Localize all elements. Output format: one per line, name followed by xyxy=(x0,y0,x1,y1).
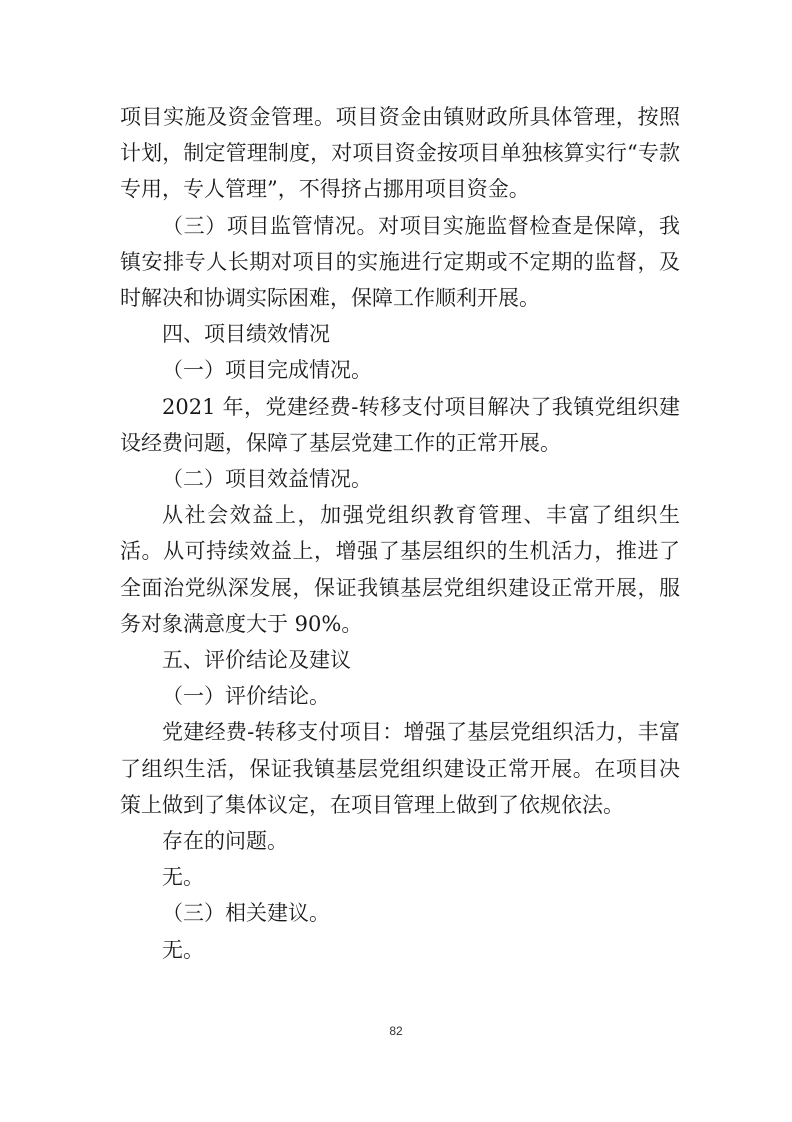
body-text xyxy=(120,99,680,968)
heading-conclusion-suggestions: 五、评价结论及建议 xyxy=(162,648,351,673)
heading-performance: 四、项目绩效情况 xyxy=(162,322,330,347)
heading-benefits: （二）项目效益情况。 xyxy=(162,467,372,492)
heading-completion: （一）项目完成情况。 xyxy=(162,358,372,383)
heading-suggestions: （三）相关建议。 xyxy=(162,901,330,926)
paragraph-suggestions-none: 无。 xyxy=(162,937,204,962)
heading-problems: 存在的问题。 xyxy=(162,829,288,854)
paragraph-completion: 2021 年，党建经费-转移支付项目解决了我镇党组织建设经费问题，保障了基层党建工作的正常开展。 xyxy=(120,394,680,455)
paragraph-funds-management: 项目实施及资金管理。项目资金由镇财政所具体管理，按照计划，制定管理制度，对项目资金按项目单独核算实行“专款专用，专人管理”，不得挤占挪用项目资金。 xyxy=(120,105,680,202)
heading-conclusion: （一）评价结论。 xyxy=(162,684,330,709)
paragraph-conclusion: 党建经费-转移支付项目：增强了基层党组织活力，丰富了组织生活，保证我镇基层党组织建设正常开展。在项目决策上做到了集体议定，在项目管理上做到了依规依法。 xyxy=(120,720,680,817)
paragraph-supervision: （三）项目监管情况。对项目实施监督检查是保障，我镇安排专人长期对项目的实施进行定期或不定期的监督，及时解决和协调实际困难，保障工作顺利开展。 xyxy=(120,213,680,311)
paragraph-problems-none: 无。 xyxy=(162,865,204,890)
page-number: 82 xyxy=(389,1024,403,1038)
paragraph-benefits: 从社会效益上，加强党组织教育管理、丰富了组织生活。从可持续效益上，增强了基层组织的生机活力，推进了全面治党纵深发展，保证我镇基层党组织建设正常开展，服务对象满意度大于 90%。 xyxy=(120,503,680,636)
